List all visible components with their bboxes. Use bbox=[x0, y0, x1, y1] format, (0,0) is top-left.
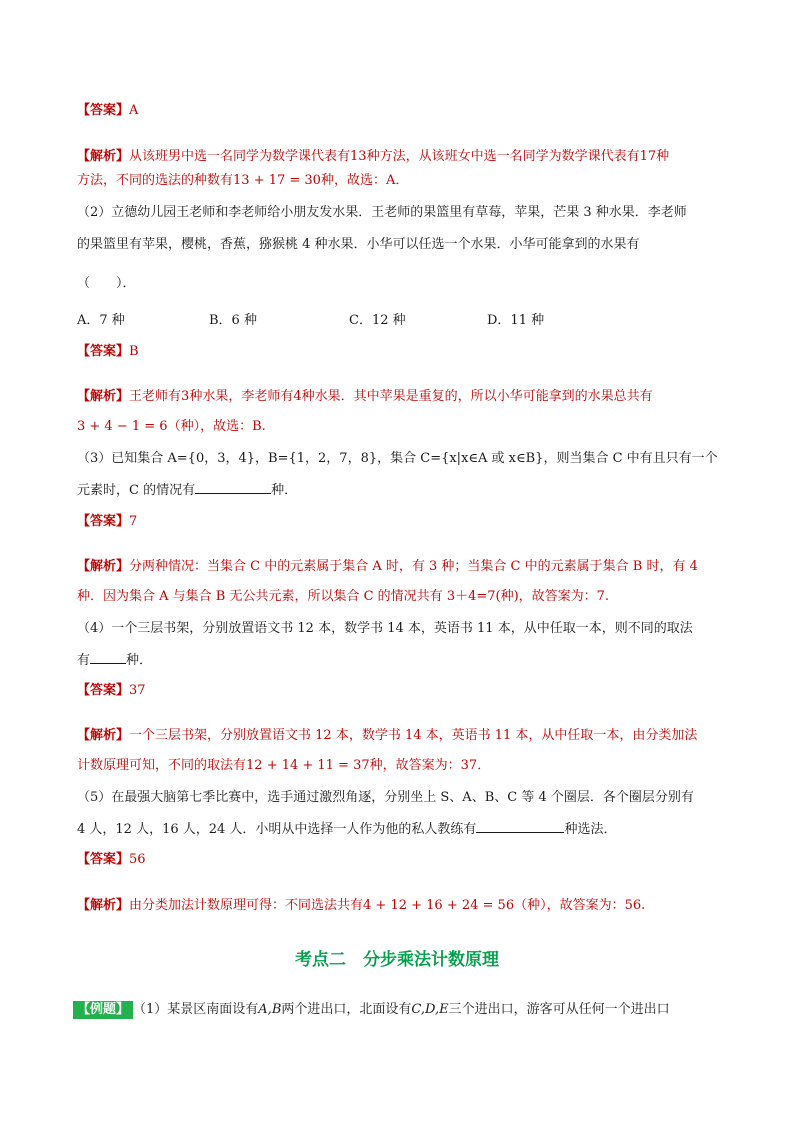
answer-label: 【答案】 bbox=[77, 344, 130, 359]
question-3-line-1: （3）已知集合 A={0，3，4}，B={1，2，7，8}，集合 C={x|x∈A 或 x∈B}，则当集合 C 中有且只有一个 bbox=[77, 451, 718, 466]
solution-text: 种，故选：A． bbox=[320, 173, 409, 188]
question-2-line-1: （2）立德幼儿园王老师和李老师给小朋友发水果．王老师的果篮里有草莓，苹果，芒果 3 种水果．李老师 bbox=[77, 205, 687, 220]
option-c: C．12 种 bbox=[349, 313, 406, 328]
answer-value: 7 bbox=[129, 514, 138, 529]
example-text: 三个进出口，游客可从任何一个进出口 bbox=[448, 1002, 670, 1017]
solution-text: 种，故答案为：37． bbox=[369, 758, 491, 773]
answer-label: 【答案】 bbox=[77, 683, 130, 698]
question-2-line-3: （ ）． bbox=[77, 276, 136, 291]
example-line-1 bbox=[77, 1001, 727, 1019]
question-text: 元素时，C 的情况有 bbox=[77, 483, 196, 498]
solution-5 bbox=[77, 897, 727, 915]
solution-equation: 3 + 4 − 1 = 6 bbox=[77, 419, 168, 434]
option-b: B．6 种 bbox=[209, 313, 257, 328]
answer-label: 【答案】 bbox=[77, 852, 130, 867]
option-d: D．11 种 bbox=[487, 313, 545, 328]
solution-number: 3 bbox=[181, 389, 190, 404]
solution-number: 4 bbox=[293, 389, 302, 404]
solution-text: 种 bbox=[656, 149, 670, 164]
analysis-label: 【解析】 bbox=[77, 898, 130, 913]
solution-4-line-1 bbox=[77, 727, 727, 745]
solution-text: 从该班男中选一名同学为数学课代表有 bbox=[129, 149, 351, 164]
question-4-line-1: （4）一个三层书架，分别放置语文书 12 本，数学书 14 本，英语书 11 本，从中任取一本，则不同的取法 bbox=[77, 621, 693, 636]
answer-label: 【答案】 bbox=[77, 103, 130, 118]
answer-2 bbox=[77, 343, 727, 361]
option-a: A．7 种 bbox=[77, 313, 125, 328]
question-text: 种． bbox=[126, 653, 153, 668]
answer-value: 56 bbox=[129, 852, 146, 867]
example-text: 两个进出口，北面设有 bbox=[281, 1002, 412, 1017]
solution-3-line-1 bbox=[77, 558, 727, 576]
answer-1 bbox=[77, 102, 727, 120]
solution-text: 种水果，李老师有 bbox=[189, 389, 294, 404]
analysis-label: 【解析】 bbox=[77, 559, 130, 574]
analysis-label: 【解析】 bbox=[77, 389, 130, 404]
analysis-label: 【解析】 bbox=[77, 728, 130, 743]
solution-text: 一个三层书架，分别放置语文书 12 本，数学书 14 本，英语书 11 本，从中任取一本，由分类加法 bbox=[129, 728, 698, 743]
example-math: C,D,E bbox=[411, 1002, 449, 1017]
answer-label: 【答案】 bbox=[77, 514, 130, 529]
question-text: 4 人，12 人，16 人，24 人．小明从中选择一人作为他的私人教练有 bbox=[77, 822, 477, 837]
example-text: （1）某景区南面设有 bbox=[133, 1002, 259, 1017]
question-2-line-2: 的果篮里有苹果，樱桃，香蕉，猕猴桃 4 种水果．小华可以任选一个水果．小华可能拿到的水果有 bbox=[77, 237, 640, 252]
solution-text: 由分类加法计数原理可得：不同选法共有 bbox=[129, 898, 364, 913]
solution-4-line-2 bbox=[77, 757, 727, 775]
answer-5 bbox=[77, 851, 727, 869]
solution-equation: 4 + 12 + 16 + 24 = 56 bbox=[363, 898, 515, 913]
solution-text: 分两种情况：当集合 C 中的元素属于集合 A 时，有 3 种；当集合 C 中的元素属于集合 B 时，有 4 bbox=[129, 559, 698, 574]
solution-equation: 13 + 17 = 30 bbox=[233, 173, 321, 188]
solution-text: 方法，不同的选法的种数有 bbox=[77, 173, 234, 188]
answer-value: 37 bbox=[129, 683, 146, 698]
solution-text: 种方法，从该班女中选一名同学为数学课代表有 bbox=[366, 149, 640, 164]
section-title: 考点二 分步乘法计数原理 bbox=[295, 950, 499, 970]
question-5-line-2 bbox=[77, 820, 727, 839]
solution-1-line-1 bbox=[77, 148, 727, 166]
solution-text: 计数原理可知，不同的取法有 bbox=[77, 758, 247, 773]
example-math: A,B bbox=[258, 1002, 282, 1017]
answer-value: A bbox=[129, 103, 139, 118]
solution-text: （种），故答案为：56. bbox=[514, 898, 646, 913]
solution-equation: 12 + 14 + 11 = 37 bbox=[246, 758, 370, 773]
answer-blank bbox=[90, 651, 126, 664]
question-5-line-1: （5）在最强大脑第七季比赛中，选手通过激烈角逐，分别坐上 S、A、B、C 等 4 个圈层．各个圈层分别有 bbox=[77, 790, 694, 805]
answer-blank bbox=[476, 820, 564, 833]
solution-number: 13 bbox=[350, 149, 367, 164]
solution-2-line-1 bbox=[77, 388, 727, 406]
solution-1-line-2 bbox=[77, 172, 727, 190]
analysis-label: 【解析】 bbox=[77, 149, 130, 164]
answer-blank bbox=[195, 481, 271, 494]
question-text: 种选法． bbox=[564, 822, 617, 837]
answer-value: B bbox=[129, 344, 139, 359]
solution-3-line-2 bbox=[77, 588, 727, 606]
example-badge: 【例题】 bbox=[73, 1001, 133, 1019]
solution-2-line-2 bbox=[77, 418, 727, 436]
question-4-line-2 bbox=[77, 651, 727, 670]
solution-text: 种．因为集合 A 与集合 B 无公共元素，所以集合 C 的情况共有 3＋4=7(种)，故答案为：7. bbox=[77, 589, 610, 604]
solution-text: （种），故选：B. bbox=[167, 419, 266, 434]
question-text: 有 bbox=[77, 653, 91, 668]
question-text: 种． bbox=[271, 483, 298, 498]
answer-4 bbox=[77, 682, 727, 700]
solution-text: 王老师有 bbox=[129, 389, 182, 404]
answer-3 bbox=[77, 513, 727, 531]
question-3-line-2 bbox=[77, 481, 727, 500]
solution-text: 种水果．其中苹果是重复的，所以小华可能拿到的水果总共有 bbox=[301, 389, 653, 404]
solution-number: 17 bbox=[639, 149, 657, 164]
